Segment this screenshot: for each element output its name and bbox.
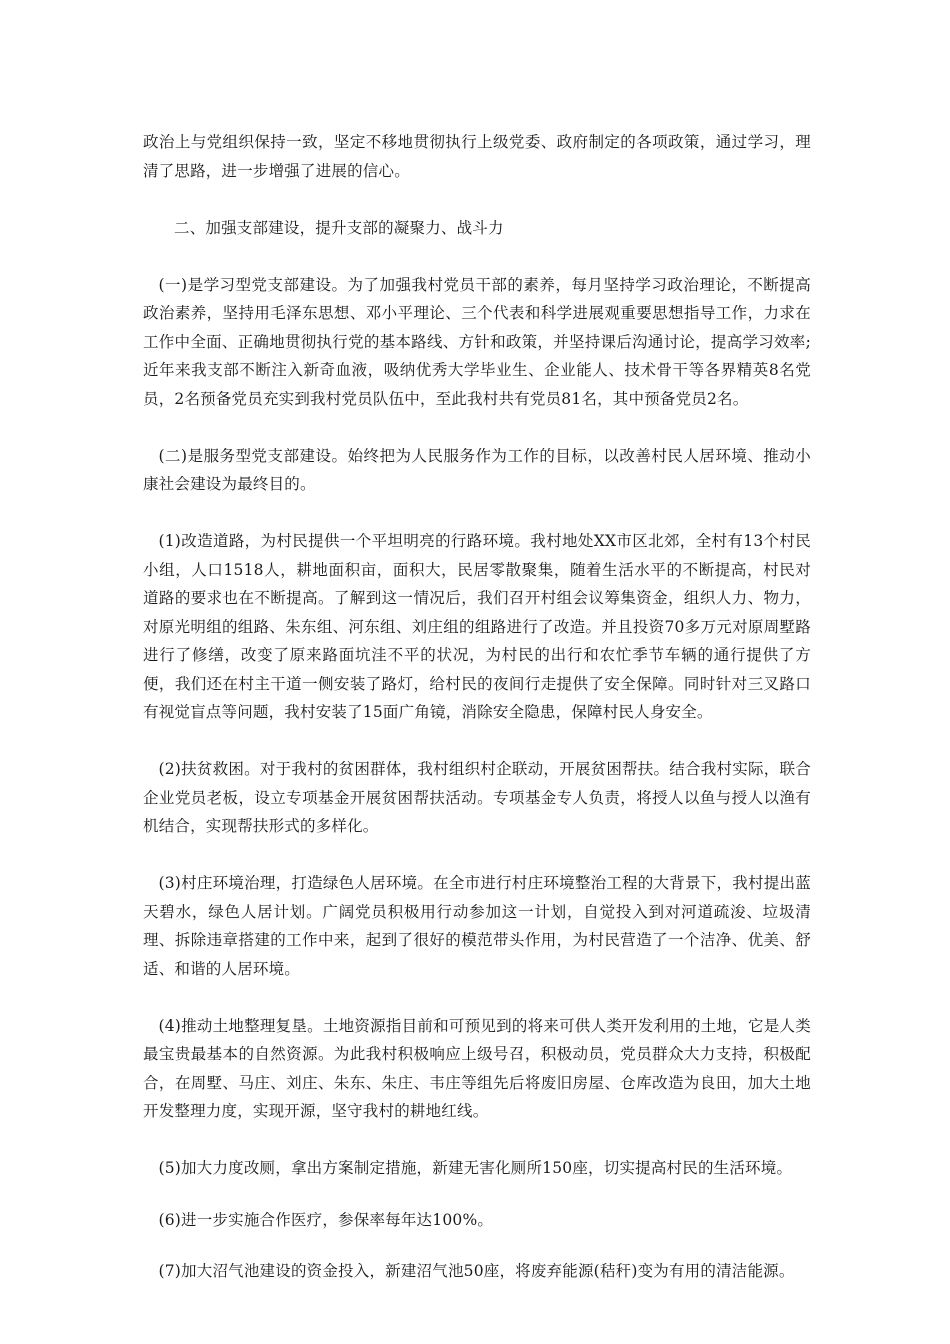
paragraph-land-reclamation: (4)推动土地整理复垦。土地资源指目前和可预见到的将来可供人类开发利用的土地，它是人类最宝贵最基本的自然资源。为此我村积极响应上级号召，积极动员，党员群众大力支持，积极配合，在周墅、马庄、刘庄、朱东、朱庄、韦庄等组先后将废旧房屋、仓库改造为良田，加大土地开发整理力度，实现开源，坚守我村的耕地红线。: [143, 1016, 811, 1120]
paragraph-medical-cooperation: (6)进一步实施合作医疗，参保率每年达100%。: [158, 1210, 494, 1229]
paragraph-road-improvement: (1)改造道路，为村民提供一个平坦明亮的行路环境。我村地处XX市区北郊，全村有13个村民小组，人口1518人，耕地面积亩，面积大，民居零散聚集，随着生活水平的不断提高，村民对道路的要求也在不断提高。了解到这一情况后，我们召开村组会议筹集资金，组织人力、物力，对原光明组的组路、朱东组、河东组、刘庄组的组路进行了改造。并且投资70多万元对原周墅路进行了修缮，改变了原来路面坑洼不平的状况，为村民的出行和农忙季节车辆的通行提供了方便，我们还在村主干道一侧安装了路灯，给村民的夜间行走提供了安全保障。同时针对三叉路口有视觉盲点等问题，我村安装了15面广角镜，消除安全隐患，保障村民人身安全。: [143, 532, 811, 721]
section-heading: 二、加强支部建设，提升支部的凝聚力、战斗力: [174, 218, 504, 237]
paragraph-intro: 政治上与党组织保持一致，坚定不移地贯彻执行上级党委、政府制定的各项政策，通过学习，理清了思路，进一步增强了进展的信心。: [143, 133, 811, 180]
paragraph-biogas: (7)加大沼气池建设的资金投入，新建沼气池50座，将废弃能源(秸秆)变为有用的清洁能源。: [158, 1262, 795, 1280]
paragraph-learning-branch: (一)是学习型党支部建设。为了加强我村党员干部的素养，每月坚持学习政治理论，不断提高政治素养，坚持用毛泽东思想、邓小平理论、三个代表和科学进展观重要思想指导工作，力求在工作中全面、正确地贯彻执行党的基本路线、方针和政策，并坚持课后沟通讨论，提高学习效率;近年来我支部不断注入新奇血液，吸纳优秀大学毕业生、企业能人、技术骨干等各界精英8名党员，2名预备党员充实到我村党员队伍中，至此我村共有党员81名，其中预备党员2名。: [143, 275, 811, 408]
paragraph-village-environment: (3)村庄环境治理，打造绿色人居环境。在全市进行村庄环境整治工程的大背景下，我村提出蓝天碧水，绿色人居计划。广阔党员积极用行动参加这一计划，自觉投入到对河道疏浚、垃圾清理、拆除违章搭建的工作中来，起到了很好的模范带头作用，为村民营造了一个洁净、优美、舒适、和谐的人居环境。: [143, 874, 811, 978]
paragraph-toilet-renovation: (5)加大力度改厕，拿出方案制定措施，新建无害化厕所150座，切实提高村民的生活环境。: [158, 1159, 793, 1177]
paragraph-service-branch: (二)是服务型党支部建设。始终把为人民服务作为工作的目标，以改善村民人居环境、推动小康社会建设为最终目的。: [143, 446, 811, 493]
document-body: [143, 128, 811, 1314]
paragraph-poverty-relief: (2)扶贫救困。对于我村的贫困群体，我村组织村企联动，开展贫困帮扶。结合我村实际，联合企业党员老板，设立专项基金开展贫困帮扶活动。专项基金专人负责，将授人以鱼与授人以渔有机结合，实现帮扶形式的多样化。: [143, 760, 811, 835]
